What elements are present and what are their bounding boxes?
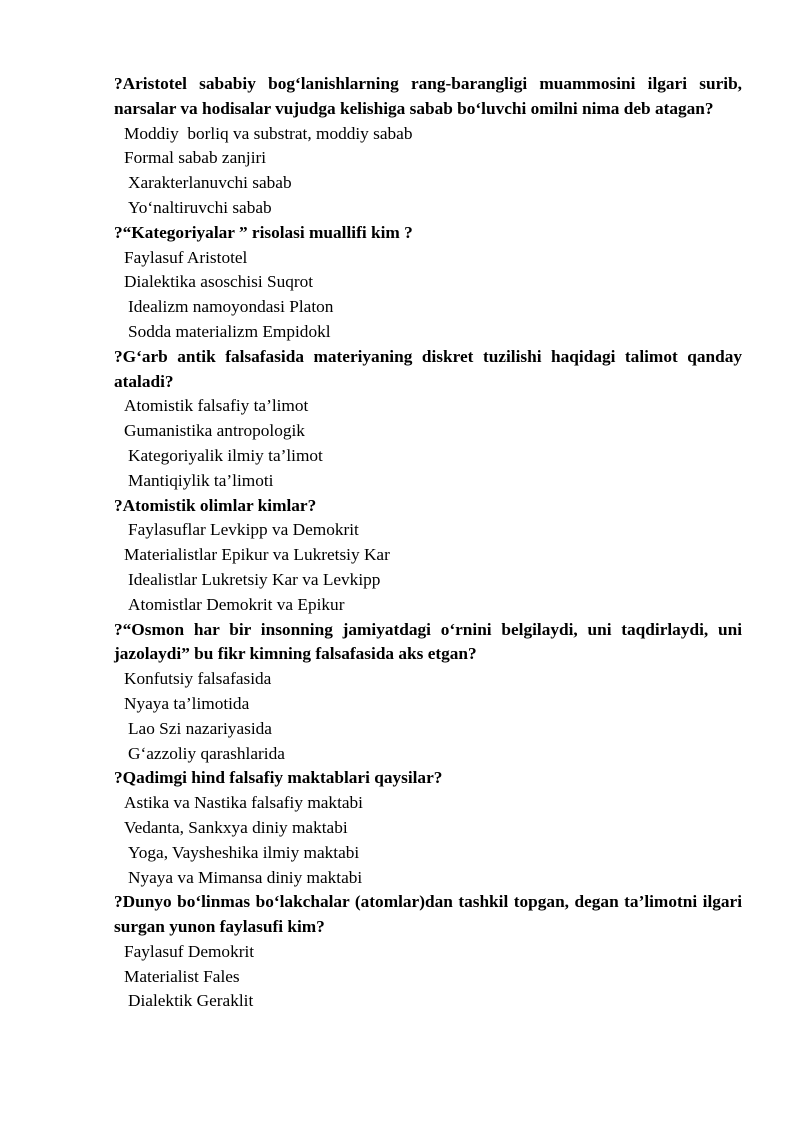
answer-option: Moddiy borliq va substrat, moddiy sabab bbox=[124, 123, 413, 143]
answer-option: Materialistlar Epikur va Lukretsiy Kar bbox=[124, 545, 390, 565]
question-text: ?“Kategoriyalar ” risolasi muallifi kim ? bbox=[114, 222, 413, 242]
answer-option: Formal sabab zanjiri bbox=[124, 148, 267, 168]
answer-option: Atomistlar Demokrit va Epikur bbox=[128, 594, 345, 614]
answer-option: Faylasuflar Levkipp va Demokrit bbox=[128, 520, 359, 540]
answer-option: Atomistik falsafiy ta’limot bbox=[124, 396, 309, 416]
answer-option: Idealistlar Lukretsiy Kar va Levkipp bbox=[128, 569, 381, 589]
document-page bbox=[114, 72, 742, 1014]
question-text: ?Atomistik olimlar kimlar? bbox=[114, 495, 317, 515]
question-text: ?Qadimgi hind falsafiy maktablari qaysilar? bbox=[114, 768, 443, 788]
question-text: ?G‘arb antik falsafasida materiyaning diskret tuzilishi haqidagi talimot qanday ataladi? bbox=[114, 346, 742, 391]
answer-option: Konfutsiy falsafasida bbox=[124, 669, 272, 689]
answer-option: Lao Szi nazariyasida bbox=[128, 718, 272, 738]
answer-list bbox=[114, 791, 742, 890]
question-block bbox=[114, 890, 742, 1014]
answer-option: Idealizm namoyondasi Platon bbox=[128, 297, 334, 317]
answer-option: Vedanta, Sankxya diniy maktabi bbox=[124, 817, 348, 837]
question-text: ?Aristotel sababiy bog‘lanishlarning rang-barangligi muammosini ilgari surib, narsalar va hodisalar vujudga kelishiga sabab bo‘luvchi omilni nima deb atagan? bbox=[114, 74, 742, 118]
answer-option: Astika va Nastika falsafiy maktabi bbox=[124, 793, 363, 813]
answer-list bbox=[114, 246, 742, 345]
answer-option: Mantiqiylik ta’limoti bbox=[128, 470, 274, 490]
answer-option: G‘azzoliy qarashlarida bbox=[128, 743, 285, 763]
question-block bbox=[114, 221, 742, 345]
answer-list bbox=[114, 940, 742, 1014]
answer-option: Materialist Fales bbox=[124, 966, 240, 986]
answer-option: Nyaya ta’limotida bbox=[124, 693, 250, 713]
answer-option: Dialektik Geraklit bbox=[128, 991, 254, 1011]
answer-list bbox=[114, 122, 742, 221]
question-text: ?“Osmon har bir insonning jamiyatdagi o‘rnini belgilaydi, uni taqdirlaydi, uni jazolaydi” bu fikr kimning falsafasida aks etgan? bbox=[114, 619, 742, 664]
question-text: ?Dunyo bo‘linmas bo‘lakchalar (atomlar)dan tashkil topgan, degan ta’limotni ilgari surgan yunon faylasufi kim? bbox=[114, 892, 742, 937]
answer-option: Nyaya va Mimansa diniy maktabi bbox=[128, 867, 363, 887]
answer-list bbox=[114, 394, 742, 493]
answer-option: Xarakterlanuvchi sabab bbox=[128, 173, 292, 193]
answer-list bbox=[114, 667, 742, 766]
answer-option: Faylasuf Aristotel bbox=[124, 247, 248, 267]
answer-option: Yoga, Vaysheshika ilmiy maktabi bbox=[128, 842, 360, 862]
answer-option: Gumanistika antropologik bbox=[124, 421, 305, 441]
question-block bbox=[114, 618, 742, 767]
question-block bbox=[114, 494, 742, 618]
answer-list bbox=[114, 518, 742, 617]
question-block bbox=[114, 766, 742, 890]
answer-option: Kategoriyalik ilmiy ta’limot bbox=[128, 445, 323, 465]
question-block bbox=[114, 72, 742, 221]
answer-option: Faylasuf Demokrit bbox=[124, 941, 255, 961]
question-block bbox=[114, 345, 742, 494]
answer-option: Sodda materializm Empidokl bbox=[128, 321, 331, 341]
answer-option: Yo‘naltiruvchi sabab bbox=[128, 197, 272, 217]
answer-option: Dialektika asoschisi Suqrot bbox=[124, 272, 314, 292]
